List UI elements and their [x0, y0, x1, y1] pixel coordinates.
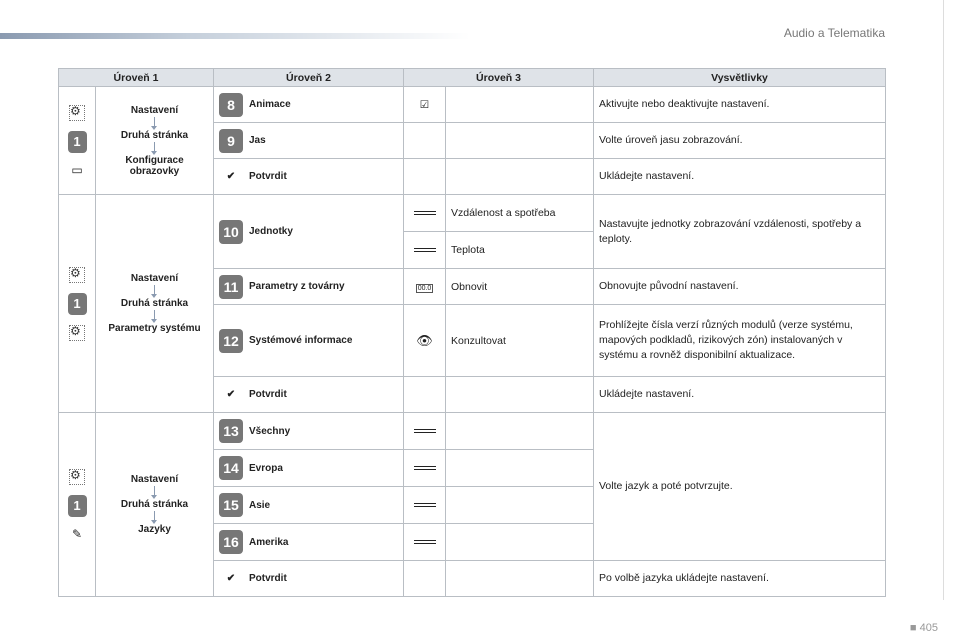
option-label: Jednotky — [249, 226, 293, 237]
step-number-badge: 1 — [68, 293, 87, 315]
step-number-badge: 8 — [219, 93, 243, 117]
level2-cell — [96, 413, 214, 597]
check-icon: ✔ — [226, 389, 236, 400]
check-icon: ✔ — [226, 171, 236, 182]
step-number-badge: 13 — [219, 419, 243, 443]
option-label: Potvrdit — [249, 573, 287, 584]
bar-icon — [414, 503, 436, 507]
option-label: Amerika — [249, 536, 289, 548]
level3-value: Konzultovat — [446, 305, 594, 377]
description: Obnovujte původní nastavení. — [594, 269, 886, 305]
description: Volte úroveň jasu zobrazování. — [594, 123, 886, 159]
option-label: Všechny — [249, 425, 291, 437]
option-label: Evropa — [249, 462, 283, 474]
level1-cell — [59, 413, 96, 597]
option-label: Asie — [249, 499, 271, 511]
bar-icon — [414, 540, 436, 544]
level3-value: Obnovit — [446, 269, 594, 305]
icon-cell — [404, 159, 446, 195]
level2-cell — [96, 195, 214, 413]
settings-icon — [69, 469, 85, 485]
level3-value: Teplota — [446, 232, 594, 269]
section-title: Audio a Telematika — [783, 26, 885, 40]
col-header-level2: Úroveň 2 — [214, 69, 404, 87]
level3-cell — [214, 87, 404, 123]
option-label: Systémové informace — [249, 335, 353, 346]
arrow-down-icon — [154, 310, 155, 320]
check-icon: ✔ — [226, 573, 236, 584]
table-row — [59, 413, 886, 450]
level3-value — [446, 524, 594, 561]
settings-table — [58, 68, 886, 597]
level2-label: Nastavení — [130, 104, 179, 116]
level3-value: Vzdálenost a spotřeba — [446, 195, 594, 232]
bar-icon — [414, 466, 436, 470]
header-bar — [0, 33, 470, 39]
settings-icon — [69, 105, 85, 121]
level2-label: Druhá stránka — [120, 129, 189, 141]
footer-square-icon: ■ — [909, 622, 917, 634]
icon-cell — [404, 87, 446, 123]
step-number-badge: 12 — [219, 329, 243, 353]
page-divider — [943, 0, 944, 600]
col-header-level3: Úroveň 3 — [404, 69, 594, 87]
arrow-down-icon — [154, 142, 155, 152]
step-number-badge: 16 — [219, 530, 243, 554]
step-number-badge: 14 — [219, 456, 243, 480]
arrow-down-icon — [154, 117, 155, 127]
level3-value — [446, 159, 594, 195]
step-number-badge: 1 — [68, 131, 87, 153]
level3-value — [446, 413, 594, 450]
step-number-badge: 11 — [219, 275, 243, 299]
table-row — [59, 195, 886, 232]
arrow-down-icon — [154, 511, 155, 521]
description: Nastavujte jednotky zobrazování vzdálenosti, spotřeby a teploty. — [594, 195, 886, 269]
arrow-down-icon — [154, 285, 155, 295]
option-label: Parametry z továrny — [249, 281, 345, 292]
bar-icon — [414, 429, 436, 433]
system-params-icon — [69, 325, 85, 341]
description: Volte jazyk a poté potvrzujte. — [594, 413, 886, 561]
level2-cell — [96, 87, 214, 195]
level2-label: Nastavení — [130, 273, 179, 284]
level3-value — [446, 123, 594, 159]
description: Po volbě jazyka ukládejte nastavení. — [594, 561, 886, 597]
page-footer — [910, 622, 938, 634]
level2-label: Konfigurace obrazovky — [125, 154, 184, 177]
eye-icon: 👁 — [416, 332, 433, 348]
level2-label: Nastavení — [130, 474, 179, 485]
reset-icon: 00.0 — [417, 284, 432, 292]
description: Prohlížejte čísla verzí různých modulů (verze systému, mapových podkladů, rizikových zón) instalovaných v systému a rovněž disponibilní aktualizace. — [594, 305, 886, 377]
icon-cell — [404, 123, 446, 159]
option-label: Jas — [249, 135, 266, 146]
level3-value — [446, 561, 594, 597]
bar-icon — [414, 211, 436, 215]
option-label: Animace — [249, 99, 291, 110]
level3-value — [446, 377, 594, 413]
level1-cell — [59, 195, 96, 413]
display-config-icon: ▭ — [71, 162, 83, 177]
description: Ukládejte nastavení. — [594, 377, 886, 413]
option-label: Potvrdit — [249, 389, 287, 400]
col-header-level1: Úroveň 1 — [59, 69, 214, 87]
col-header-notes: Vysvětlivky — [594, 69, 886, 87]
level2-label: Parametry systému — [108, 323, 201, 334]
step-number-badge: 15 — [219, 493, 243, 517]
level2-label: Druhá stránka — [120, 499, 189, 510]
settings-icon — [69, 267, 85, 283]
bar-icon — [414, 248, 436, 252]
language-icon: ✎ — [71, 526, 83, 541]
step-number-badge: 1 — [68, 495, 87, 517]
description: Ukládejte nastavení. — [594, 159, 886, 195]
level3-value — [446, 450, 594, 487]
table-header-row — [59, 69, 886, 87]
level2-label: Jazyky — [138, 524, 171, 535]
option-label: Potvrdit — [249, 171, 287, 182]
step-number-badge: 9 — [219, 129, 243, 153]
page-number: 405 — [919, 622, 938, 634]
level3-value — [446, 487, 594, 524]
step-number-badge: 10 — [219, 220, 243, 244]
arrow-down-icon — [154, 486, 155, 496]
check-box-icon: ☑ — [419, 98, 430, 111]
level3-value — [446, 87, 594, 123]
level1-cell — [59, 87, 96, 195]
table-row — [59, 87, 886, 123]
level2-label: Druhá stránka — [120, 298, 189, 309]
description: Aktivujte nebo deaktivujte nastavení. — [594, 87, 886, 123]
